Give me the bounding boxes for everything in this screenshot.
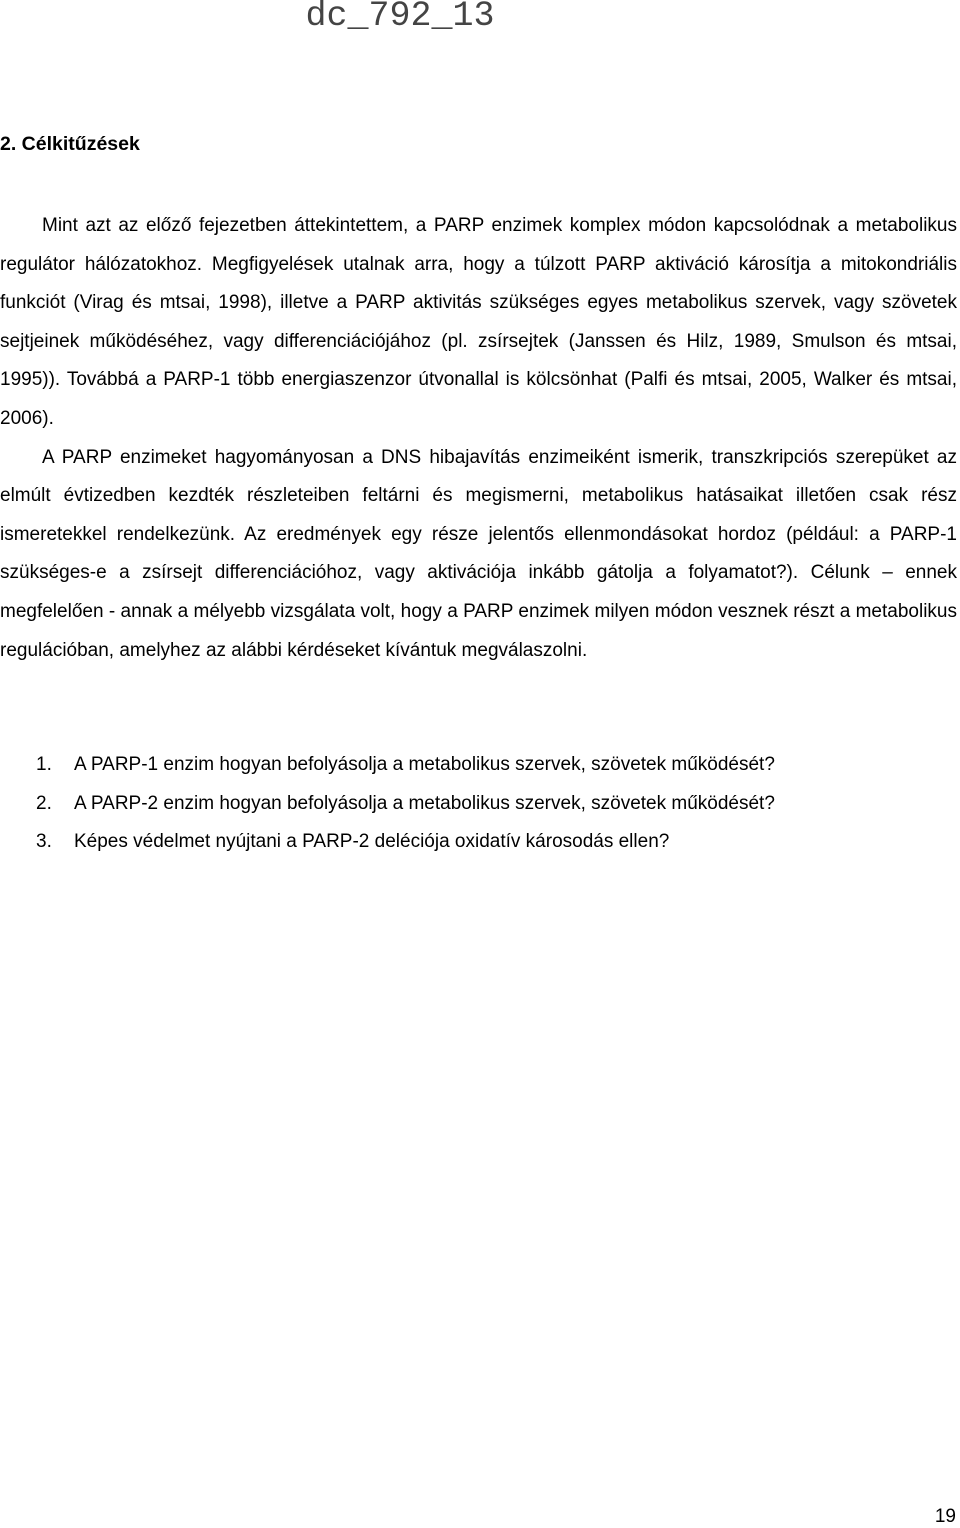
paragraph: Mint azt az előző fejezetben áttekintettem, a PARP enzimek komplex módon kapcsolódnak a metabolikus regulátor hálózatokhoz. Megfigyelések utalnak arra, hogy a túlzott PARP aktiváció károsítja a mitokondriális funkciót (Virag és mtsai, 1998), illetve a PARP aktivitás szükséges egyes metabolikus szervek, vagy szövetek sejtjeinek működéséhez, vagy differenciációjához (pl. zsírsejtek (Janssen és Hilz, 1989, Smulson és mtsai, 1995)). Továbbá a PARP-1 több energiaszenzor útvonallal is kölcsönhat (Palfi és mtsai, 2005, Walker és mtsai, 2006).	[0, 215, 957, 429]
paragraph: A PARP enzimeket hagyományosan a DNS hibajavítás enzimeiként ismerik, transzkripciós szerepüket az elmúlt évtizedben kezdték részleteiben feltárni és megismerni, metabolikus hatásaikat illetően csak rész ismeretekkel rendelkezünk. Az eredmények egy része jelentős ellenmondásokat hordoz (például: a PARP-1 szükséges-e a zsírsejt differenciációhoz, vagy aktivációja inkább gátolja a folyamatot?). Célunk – ennek megfelelően - annak a mélyebb vizsgálata volt, hogy a PARP enzimek milyen módon vesznek részt a metabolikus regulációban, amelyhez az alábbi kérdéseket kívántuk megválaszolni.	[0, 446, 957, 661]
document-id-header: dc_792_13	[305, 0, 495, 36]
list-item-number: 1.	[36, 754, 52, 775]
list-item-number: 2.	[36, 792, 52, 814]
list-item-text: Képes védelmet nyújtani a PARP-2 deléciója oxidatív károsodás ellen?	[74, 831, 670, 853]
section-heading: 2. Célkitűzések	[0, 133, 140, 155]
list-item	[0, 746, 957, 785]
research-questions-list	[0, 746, 957, 862]
list-item-text: A PARP-2 enzim hogyan befolyásolja a metabolikus szervek, szövetek működését?	[74, 792, 775, 814]
page-number: 19	[934, 1506, 956, 1527]
list-item	[0, 823, 957, 862]
list-item-number: 3.	[36, 831, 52, 853]
list-item	[0, 785, 957, 824]
list-item-text: A PARP-1 enzim hogyan befolyásolja a metabolikus szervek, szövetek működését?	[74, 754, 775, 775]
section-body	[0, 207, 957, 670]
